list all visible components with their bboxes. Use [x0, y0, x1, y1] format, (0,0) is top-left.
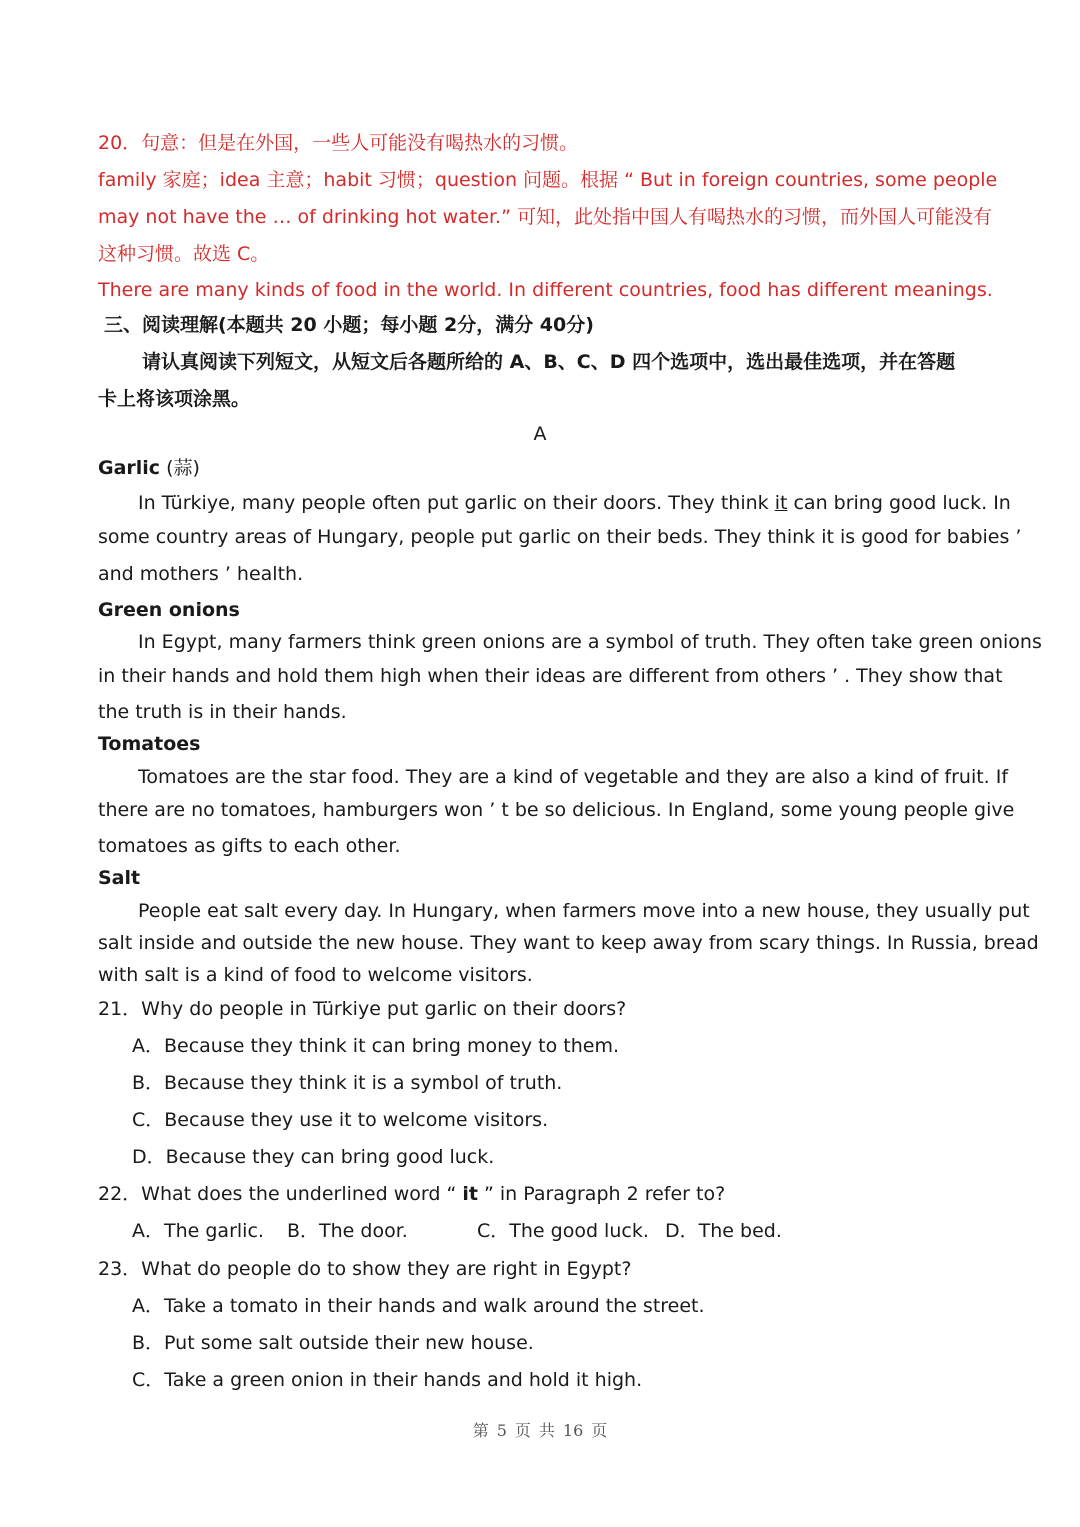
footer-ye-2: 页 — [591, 1421, 608, 1440]
garlic-text-b: can bring good luck. In — [787, 492, 1011, 514]
question-21: 21．Why do people in Türkiye put garlic on their doors? — [98, 998, 627, 1020]
option-21c[interactable]: C．Because they use it to welcome visitors. — [132, 1109, 549, 1131]
option-22d[interactable]: D．The bed. — [665, 1220, 782, 1242]
option-21d[interactable]: D．Because they can bring good luck. — [132, 1146, 495, 1168]
salt-title: Salt — [98, 867, 141, 889]
onions-paragraph-line1: In Egypt, many farmers think green onions are a symbol of truth. They often take green onions — [138, 631, 1042, 653]
answer20-line2: family 家庭；idea 主意；habit 习惯；question 问题。根据 “ But in foreign countries, some people — [98, 169, 998, 191]
page-footer — [0, 1418, 1080, 1441]
answer20-line5: There are many kinds of food in the world. In different countries, food has different meanings. — [98, 279, 993, 301]
question-22 — [98, 1182, 725, 1206]
footer-ye: 页 — [514, 1421, 531, 1440]
underlined-it: it — [774, 492, 788, 514]
question-23: 23．What do people do to show they are right in Egypt? — [98, 1258, 632, 1280]
footer-gong: 共 — [538, 1421, 555, 1440]
option-23b[interactable]: B．Put some salt outside their new house. — [132, 1332, 534, 1354]
garlic-paragraph-line1 — [138, 491, 1011, 515]
q22-text-b: ” in Paragraph 2 refer to? — [477, 1183, 726, 1205]
onions-title: Green onions — [98, 599, 240, 621]
footer-di: 第 — [472, 1421, 489, 1440]
q22-text-a: 22．What does the underlined word “ — [98, 1183, 463, 1205]
garlic-title: Garlic — [98, 457, 161, 479]
garlic-text-a: In Türkiye, many people often put garlic on their doors. They think — [138, 492, 775, 514]
option-22a[interactable]: A．The garlic. — [132, 1220, 264, 1242]
tomatoes-paragraph-line2: there are no tomatoes, hamburgers won ’ t be so delicious. In England, some young people give — [98, 799, 1015, 821]
option-23c[interactable]: C．Take a green onion in their hands and hold it high. — [132, 1369, 643, 1391]
answer20-line3: may not have the … of drinking hot water.” 可知，此处指中国人有喝热水的习惯，而外国人可能没有 — [98, 206, 992, 228]
tomatoes-title: Tomatoes — [98, 733, 201, 755]
onions-paragraph-line2: in their hands and hold them high when their ideas are different from others ’ . They show that — [98, 665, 1003, 687]
option-21a[interactable]: A．Because they think it can bring money to them. — [132, 1035, 620, 1057]
option-22b[interactable]: B．The door. — [287, 1220, 408, 1242]
option-21b[interactable]: B．Because they think it is a symbol of truth. — [132, 1072, 563, 1094]
salt-paragraph-line3: with salt is a kind of food to welcome visitors. — [98, 964, 533, 986]
answer20-line4: 这种习惯。故选 C。 — [98, 243, 270, 265]
option-23a[interactable]: A．Take a tomato in their hands and walk around the street. — [132, 1295, 705, 1317]
answer20-line1: 20．句意：但是在外国，一些人可能没有喝热水的习惯。 — [98, 132, 579, 154]
footer-page-number: 5 — [496, 1421, 507, 1440]
salt-paragraph-line1: People eat salt every day. In Hungary, when farmers move into a new house, they usually put — [138, 900, 1030, 922]
passage-label: A — [533, 423, 547, 445]
option-22c[interactable]: C．The good luck. — [477, 1220, 649, 1242]
salt-paragraph-line2: salt inside and outside the new house. They want to keep away from scary things. In Russia, bread — [98, 932, 1039, 954]
footer-total-pages: 16 — [562, 1421, 584, 1440]
section-instruction-2: 卡上将该项涂黑。 — [98, 388, 251, 410]
q22-it-word: it — [462, 1183, 478, 1205]
garlic-paragraph-line2: some country areas of Hungary, people put garlic on their beds. They think it is good for babies ’ — [98, 526, 1022, 548]
garlic-chinese: (蒜) — [166, 457, 200, 479]
tomatoes-paragraph-line3: tomatoes as gifts to each other. — [98, 835, 401, 857]
section-instruction-1: 请认真阅读下列短文，从短文后各题所给的 A、B、C、D 四个选项中，选出最佳选项，并在答题 — [142, 351, 956, 373]
garlic-heading — [98, 456, 200, 480]
garlic-paragraph-line3: and mothers ’ health. — [98, 563, 304, 585]
tomatoes-paragraph-line1: Tomatoes are the star food. They are a kind of vegetable and they are also a kind of fruit. If — [138, 766, 1009, 788]
onions-paragraph-line3: the truth is in their hands. — [98, 701, 347, 723]
section-heading: 三、阅读理解(本题共 20 小题；每小题 2分，满分 40分) — [104, 314, 594, 336]
